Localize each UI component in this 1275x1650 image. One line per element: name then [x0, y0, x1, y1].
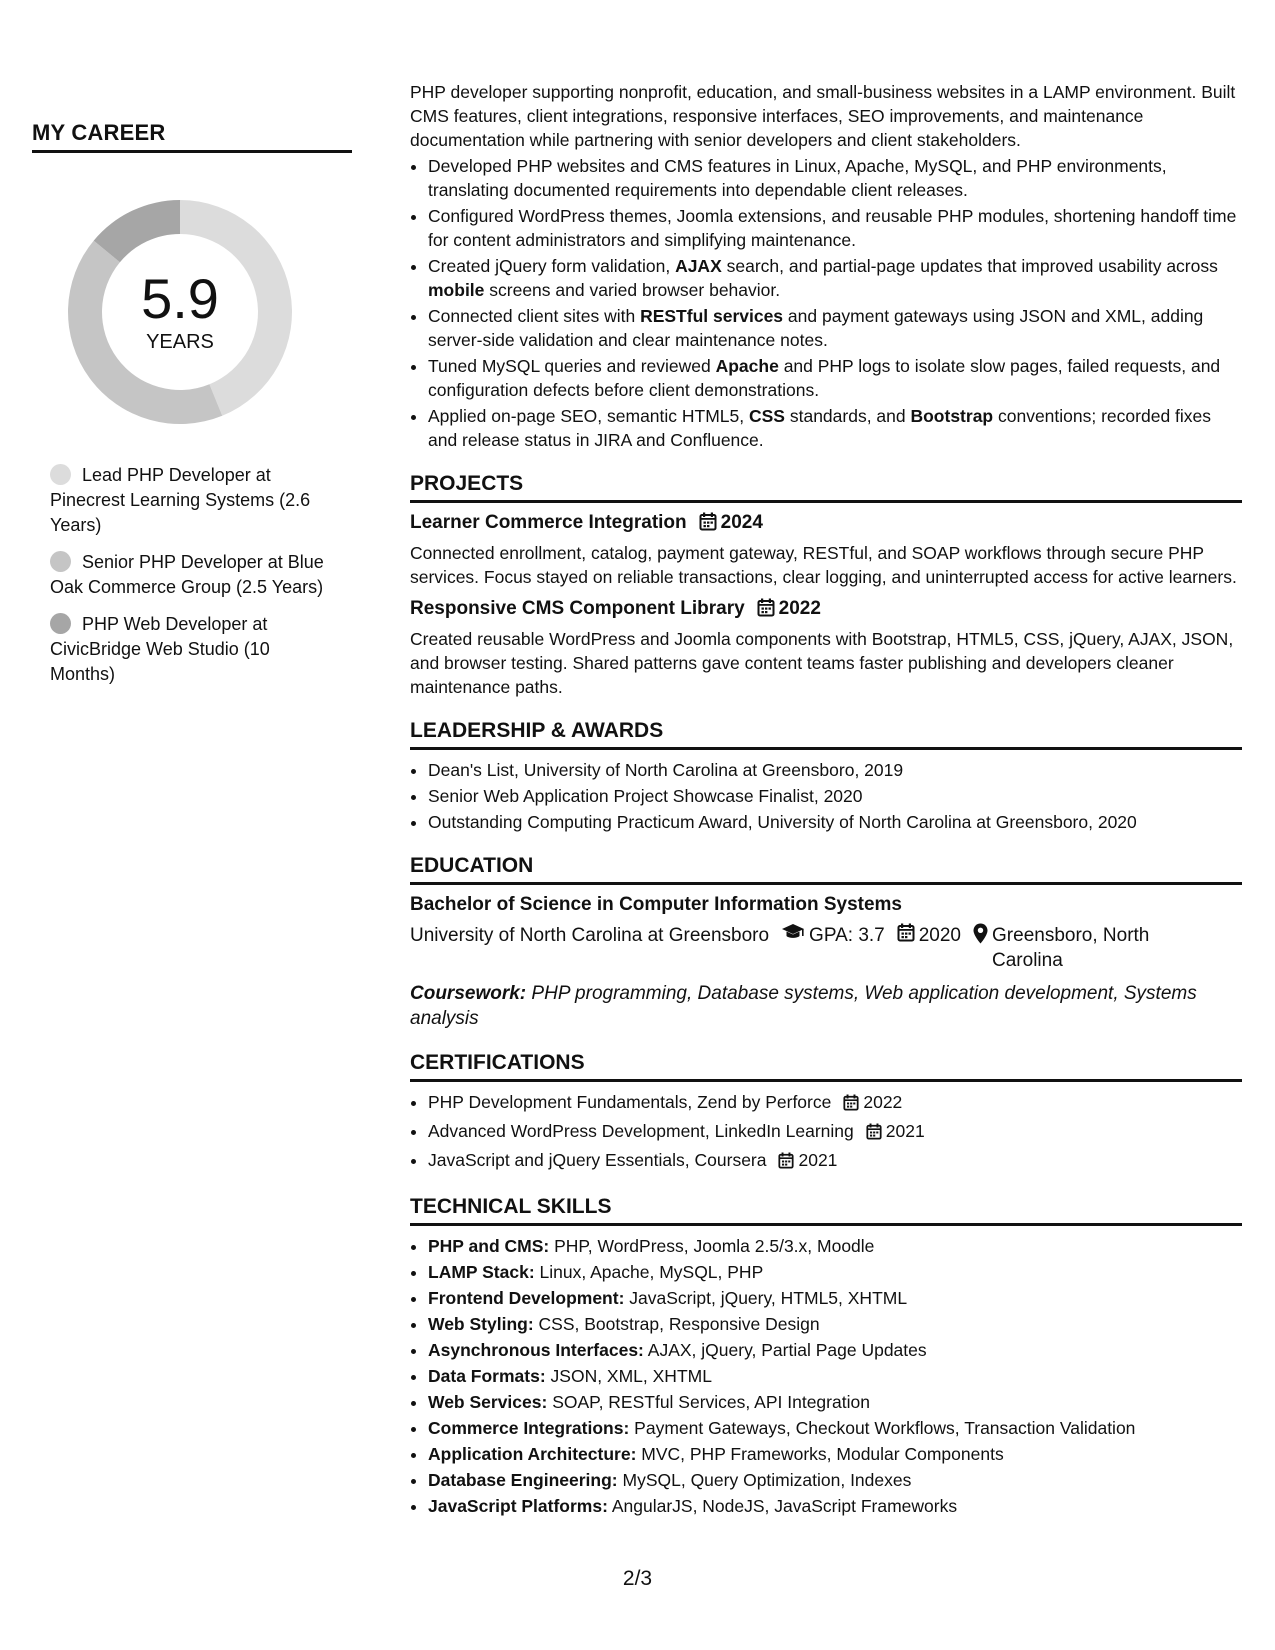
graduation-cap-icon	[781, 923, 805, 973]
location-pin-icon	[973, 923, 988, 973]
certification-year: 2021	[798, 1150, 838, 1170]
certification-year: 2021	[885, 1121, 925, 1141]
legend-dot	[50, 613, 71, 634]
skill-item	[428, 1338, 1242, 1362]
career-title: MY CAREER	[32, 120, 352, 153]
experience-bullet	[428, 254, 1242, 302]
project-name: Responsive CMS Component Library	[410, 598, 745, 619]
degree-name: Bachelor of Science in Computer Information Systems	[410, 894, 902, 915]
legend-label: Lead PHP Developer at Pinecrest Learning Systems (2.6 Years)	[50, 465, 311, 535]
donut-center	[65, 197, 295, 427]
project-year: 2022	[778, 598, 821, 619]
highlight-keyword: RESTful services	[640, 306, 784, 326]
bullet-text: Tuned MySQL queries and reviewed	[428, 356, 716, 376]
skill-item	[428, 1260, 1242, 1284]
bullet-text: conventions; recorded fixes and release status in JIRA and Confluence.	[428, 406, 1212, 450]
project-description: Connected enrollment, catalog, payment gateway, RESTful, and SOAP workflows through secure PHP services. Focus stayed on reliable transactions, clear logging, and uninterrupted access for active learners.	[410, 543, 1237, 587]
skill-values: JSON, XML, XHTML	[545, 1366, 712, 1386]
project-heading	[410, 597, 1242, 624]
page-number: 2/3	[622, 1567, 653, 1590]
skill-category: Database Engineering:	[428, 1470, 618, 1490]
total-years-value: 5.9	[141, 266, 219, 330]
calendar-icon	[843, 1093, 859, 1117]
skill-category: Application Architecture:	[428, 1444, 637, 1464]
project-year: 2024	[720, 512, 763, 533]
legend-dot	[50, 464, 71, 485]
highlight-keyword: CSS	[749, 406, 785, 426]
highlight-keyword: Apache	[715, 356, 779, 376]
skill-category: Data Formats:	[428, 1366, 546, 1386]
gpa: GPA: 3.7	[809, 925, 885, 946]
career-sidebar	[32, 120, 352, 699]
calendar-icon	[699, 512, 717, 538]
career-legend	[50, 463, 330, 687]
project-item	[410, 511, 1242, 589]
legend-label: PHP Web Developer at CivicBridge Web Studio (10 Months)	[50, 614, 270, 684]
projects-title: PROJECTS	[410, 472, 1242, 503]
certifications-list	[410, 1090, 1242, 1175]
legend-label: Senior PHP Developer at Blue Oak Commerce Group (2.5 Years)	[50, 552, 324, 597]
bullet-text: search, and partial-page updates that improved usability across	[721, 256, 1218, 276]
skill-values: JavaScript, jQuery, HTML5, XHTML	[624, 1288, 908, 1308]
skill-item	[428, 1312, 1242, 1336]
certification-item	[428, 1090, 1242, 1117]
experience-bullet	[428, 204, 1242, 252]
project-name: Learner Commerce Integration	[410, 512, 687, 533]
skill-values: SOAP, RESTful Services, API Integration	[547, 1392, 870, 1412]
skill-category: Frontend Development:	[428, 1288, 625, 1308]
project-item	[410, 597, 1242, 699]
skill-category: Commerce Integrations:	[428, 1418, 630, 1438]
bullet-text: screens and varied browser behavior.	[484, 280, 781, 300]
skill-values: MVC, PHP Frameworks, Modular Components	[636, 1444, 1004, 1464]
coursework-label: Coursework:	[410, 983, 527, 1004]
skill-values: Payment Gateways, Checkout Workflows, Transaction Validation	[629, 1418, 1136, 1438]
skill-item	[428, 1234, 1242, 1258]
legend-item	[50, 550, 330, 600]
skill-item	[428, 1390, 1242, 1414]
certification-name: JavaScript and jQuery Essentials, Coursera	[428, 1150, 767, 1170]
certification-name: Advanced WordPress Development, LinkedIn Learning	[428, 1121, 854, 1141]
skill-values: AngularJS, NodeJS, JavaScript Frameworks	[607, 1496, 958, 1516]
skill-category: JavaScript Platforms:	[428, 1496, 608, 1516]
award-item: • Outstanding Computing Practicum Award, University of North Carolina at Greensboro, 2020	[428, 810, 1242, 834]
total-years-unit: YEARS	[146, 330, 214, 353]
career-donut-chart	[65, 197, 295, 427]
experience-bullet	[428, 304, 1242, 352]
highlight-keyword: mobile	[428, 280, 485, 300]
calendar-icon	[866, 1122, 882, 1146]
certification-item	[428, 1148, 1242, 1175]
school-location: Greensboro, North Carolina	[992, 925, 1150, 971]
skill-item	[428, 1416, 1242, 1440]
experience-bullet	[428, 404, 1242, 452]
coursework	[410, 981, 1242, 1031]
highlight-keyword: AJAX	[675, 256, 722, 276]
graduation-year: 2020	[918, 925, 962, 946]
awards-title: LEADERSHIP & AWARDS	[410, 719, 1242, 750]
skill-category: LAMP Stack:	[428, 1262, 535, 1282]
skills-title: TECHNICAL SKILLS	[410, 1195, 1242, 1226]
experience-bullets	[410, 154, 1242, 452]
project-heading	[410, 511, 1242, 538]
calendar-icon	[757, 598, 775, 624]
calendar-icon	[778, 1151, 794, 1175]
bullet-text: and PHP logs to isolate slow pages, failed requests, and configuration defects before client demonstrations.	[428, 356, 1221, 400]
bullet-text: Configured WordPress themes, Joomla extensions, and reusable PHP modules, shortening handoff time for content administrators and simplifying maintenance.	[428, 206, 1237, 250]
highlight-keyword: Bootstrap	[910, 406, 994, 426]
legend-dot	[50, 551, 71, 572]
calendar-icon	[897, 923, 915, 973]
skill-item	[428, 1442, 1242, 1466]
experience-bullet	[428, 354, 1242, 402]
experience-summary: PHP developer supporting nonprofit, education, and small-business websites in a LAMP environment. Built CMS features, client integrations, responsive interfaces, SEO improvements, and maintenance documentation while partnering with senior developers and client stakeholders.	[410, 82, 1236, 150]
certification-name: PHP Development Fundamentals, Zend by Perforce	[428, 1092, 832, 1112]
bullet-text: and payment gateways using JSON and XML, adding server-side validation and clear maintenance notes.	[428, 306, 1204, 350]
skill-item	[428, 1286, 1242, 1310]
certification-item	[428, 1119, 1242, 1146]
award-item: • Dean's List, University of North Carolina at Greensboro, 2019	[428, 758, 1242, 782]
school-name: University of North Carolina at Greensboro	[410, 925, 770, 946]
skill-category: Web Services:	[428, 1392, 548, 1412]
award-item: • Senior Web Application Project Showcase Finalist, 2020	[428, 784, 1242, 808]
skill-category: PHP and CMS:	[428, 1236, 550, 1256]
experience-bullet	[428, 154, 1242, 202]
legend-item	[50, 463, 330, 538]
bullet-text: Developed PHP websites and CMS features in Linux, Apache, MySQL, and PHP environments, translating documented requirements into dependable client releases.	[428, 156, 1167, 200]
legend-item	[50, 612, 330, 687]
skill-values: PHP, WordPress, Joomla 2.5/3.x, Moodle	[549, 1236, 875, 1256]
main-column	[410, 80, 1242, 1520]
bullet-text: Connected client sites with	[428, 306, 641, 326]
skill-values: CSS, Bootstrap, Responsive Design	[533, 1314, 820, 1334]
skills-list	[410, 1234, 1242, 1518]
skill-values: AJAX, jQuery, Partial Page Updates	[643, 1340, 927, 1360]
bullet-text: standards, and	[784, 406, 911, 426]
certifications-title: CERTIFICATIONS	[410, 1051, 1242, 1082]
education-title: EDUCATION	[410, 854, 1242, 885]
project-description: Created reusable WordPress and Joomla components with Bootstrap, HTML5, CSS, jQuery, AJAX, JSON, and browser testing. Shared patterns gave content teams faster publishing and developers cleaner maintenance paths.	[410, 629, 1234, 697]
certification-year: 2022	[863, 1092, 903, 1112]
skill-item	[428, 1364, 1242, 1388]
skill-item	[428, 1494, 1242, 1518]
skill-values: Linux, Apache, MySQL, PHP	[534, 1262, 764, 1282]
awards-list	[410, 758, 1242, 834]
education-details	[410, 923, 1242, 973]
bullet-text: Applied on-page SEO, semantic HTML5,	[428, 406, 749, 426]
coursework-list: PHP programming, Database systems, Web application development, Systems analysis	[410, 983, 1197, 1029]
skill-category: Asynchronous Interfaces:	[428, 1340, 644, 1360]
skill-values: MySQL, Query Optimization, Indexes	[617, 1470, 912, 1490]
skill-item	[428, 1468, 1242, 1492]
skill-category: Web Styling:	[428, 1314, 534, 1334]
bullet-text: Created jQuery form validation,	[428, 256, 676, 276]
